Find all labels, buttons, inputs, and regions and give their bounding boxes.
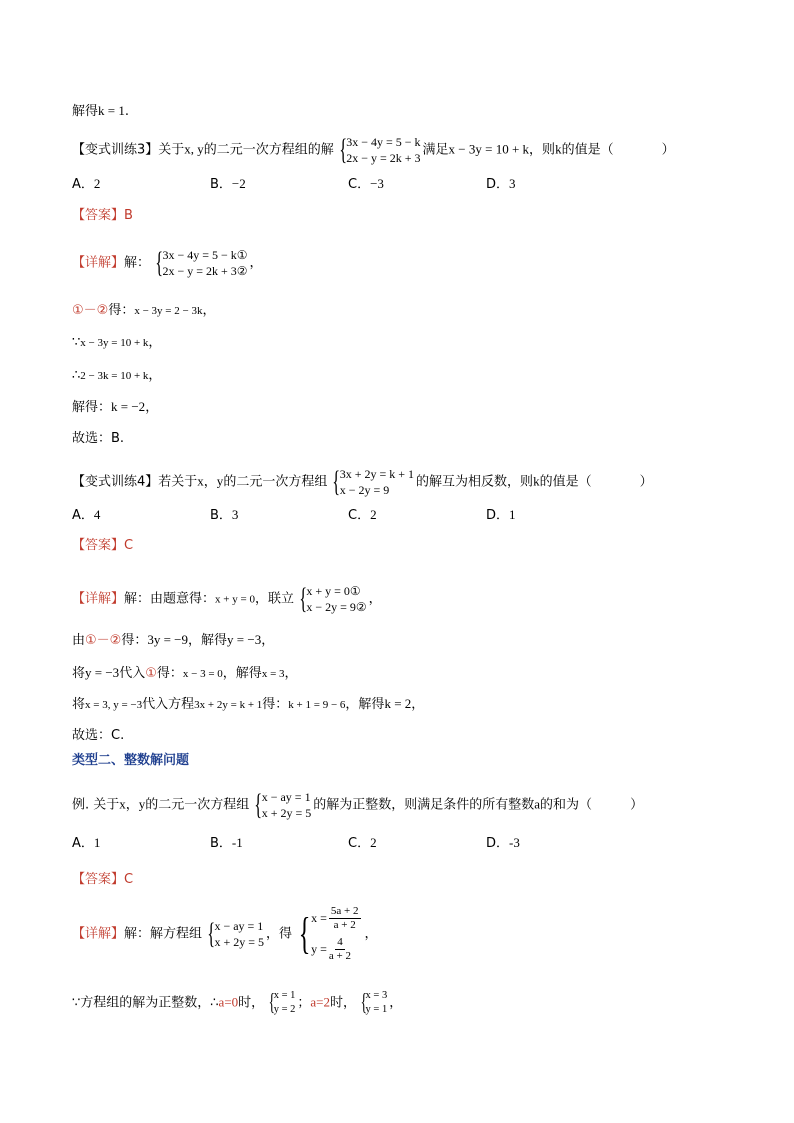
solution-system: { x = 3 y = 1 <box>360 990 388 1016</box>
step-v3-5: 故选：B. <box>72 431 125 446</box>
option-d: D．3 <box>486 176 516 192</box>
text: ） <box>661 142 675 158</box>
option-b: B．−2 <box>210 176 246 192</box>
text: . <box>124 104 129 119</box>
text: 的二元一次方程组的解 <box>203 142 334 158</box>
equation-system <box>336 134 421 166</box>
option-c: C．2 <box>348 507 377 523</box>
step-v4-1: 由①－②得：3y = −9，解得y = −3， <box>72 632 275 648</box>
option-b: B．-1 <box>210 835 243 851</box>
step-v4-4: 故选：C. <box>72 728 125 743</box>
answer-v4: 【答案】C <box>72 538 134 553</box>
text: 关于 <box>158 142 185 158</box>
equation-system: { 3x + 2y = k + 1 x − 2y = 9 <box>332 465 415 498</box>
text: 解得 <box>72 104 99 119</box>
option-d: D．-3 <box>486 835 520 851</box>
text: ，则 <box>529 142 556 158</box>
answer-v3: 【答案】B <box>72 208 133 223</box>
step-v3-2: ∵x − 3y = 10 + k， <box>72 335 162 350</box>
solution-system: { x = 1 y = 2 <box>268 990 296 1016</box>
equation: k = 1 <box>98 103 125 118</box>
question-v4: 【变式训练4】若关于x，y的二元一次方程组 { 3x + 2y = k + 1 x − 2y = 9 的解互为相反数，则k的值是（ ） <box>72 465 653 498</box>
answer-example: 【答案】C <box>72 872 134 887</box>
option-a: A．4 <box>72 507 101 523</box>
equation: x − 3y = 10 + k <box>448 141 530 157</box>
variables: x, y <box>184 141 204 157</box>
detail-v4: 【详解】解：由题意得：x + y = 0，联立 { x + y = 0① x − 2y = 9② ， <box>72 582 382 615</box>
step-v4-3: 将x = 3, y = −3代入方程3x + 2y = k + 1得：k + 1 = 9 − 6，解得k = 2， <box>72 696 425 712</box>
option-a: A．2 <box>72 176 101 192</box>
solution-line-k1 <box>72 101 129 122</box>
equation: 3x − 4y = 5 − k <box>346 135 421 149</box>
detail-tag: 【详解】 <box>72 255 125 271</box>
detail-example: 【详解】解：解方程组 { x − ay = 1 x + 2y = 5 ，得 { x = $\frac{5a + 2}{a + 2}$ y = $\frac{4}{a + 2}$ ， <box>72 903 378 965</box>
step-v3-4: 解得：k = −2， <box>72 399 159 415</box>
equation-system: { 3x − 4y = 5 − k① 2x − y = 2k + 3② <box>155 246 248 279</box>
equation-system: { x + y = 0① x − 2y = 9② <box>299 582 367 615</box>
detail-v3: 【详解】解： { 3x − 4y = 5 − k① 2x − y = 2k + 3② ， <box>72 246 263 279</box>
option-c: C．2 <box>348 835 377 851</box>
question-tag: 【变式训练4】 <box>72 474 159 490</box>
option-b: B．3 <box>210 507 239 523</box>
option-c: C．−3 <box>348 176 384 192</box>
text: 的值是（ <box>561 142 614 158</box>
question-example: 例. 关于x，y的二元一次方程组 { x − ay = 1 x + 2y = 5 的解为正整数，则满足条件的所有整数a的和为（ ） <box>72 788 644 821</box>
equation: 2x − y = 2k + 3 <box>346 151 421 165</box>
brace-icon: { <box>339 133 347 166</box>
question-tag: 【变式训练3】 <box>72 142 159 158</box>
option-d: D．1 <box>486 507 516 523</box>
equation-system: { x − ay = 1 x + 2y = 5 <box>207 917 264 950</box>
question-v3 <box>72 134 675 166</box>
step-v4-2: 将y = −3代入①得：x − 3 = 0，解得x = 3， <box>72 665 298 681</box>
detail-example-last: ∵方程组的解为正整数，∴a=0时， { x = 1 y = 2 ；a=2时， { x = 3 y = 1 ， <box>72 990 403 1016</box>
text: 满足 <box>422 142 449 158</box>
solution-system: { x = $\frac{5a + 2}{a + 2}$ y = $\frac{4}{a + 2}$ <box>298 905 359 962</box>
step-v3-3: ∴2 − 3k = 10 + k， <box>72 368 162 383</box>
option-a: A．1 <box>72 835 101 851</box>
section-heading: 类型二、整数解问题 <box>72 753 190 768</box>
variable: k <box>555 141 562 157</box>
equation-system: { x − ay = 1 x + 2y = 5 <box>254 788 312 821</box>
step-v3-1: ①－②得：x − 3y = 2 − 3k， <box>72 303 216 318</box>
